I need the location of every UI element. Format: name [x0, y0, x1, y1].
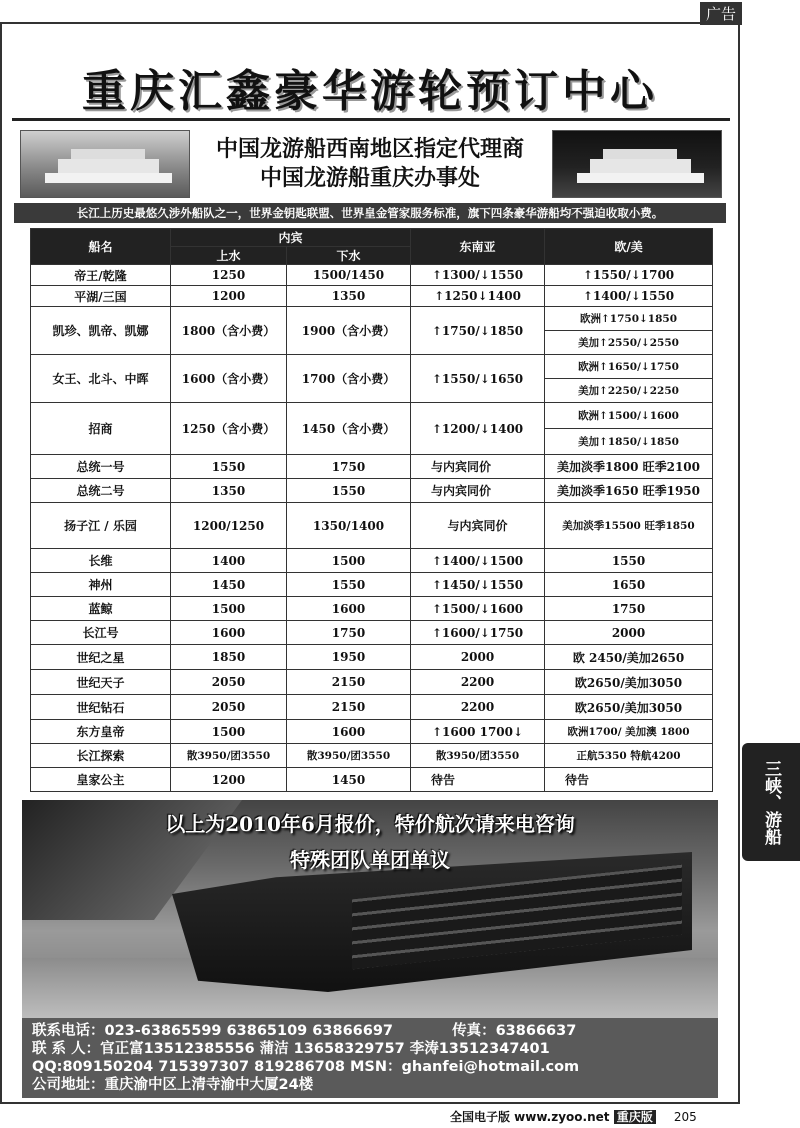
price-eu: 欧 2450/美加2650	[545, 645, 713, 670]
ship-name: 东方皇帝	[31, 720, 171, 744]
price-table	[30, 228, 713, 792]
price-sea: ↑1450/↓1550	[411, 573, 545, 597]
table-row	[31, 403, 713, 429]
price-sea: ↑1300/↓1550	[411, 265, 545, 286]
header-downstream: 下水	[287, 247, 411, 265]
price-up: 1600	[171, 621, 287, 645]
price-eu: 欧洲1700/ 美加澳 1800	[545, 720, 713, 744]
price-down: 1750	[287, 455, 411, 479]
price-down: 1600	[287, 597, 411, 621]
footer-edition: 重庆版	[614, 1110, 656, 1124]
price-eu-america: 美加↑1850/↓1850	[545, 429, 713, 455]
price-eu: 1550	[545, 549, 713, 573]
ship-name: 帝王/乾隆	[31, 265, 171, 286]
ship-name: 平湖/三国	[31, 286, 171, 307]
table-row	[31, 695, 713, 720]
ship-name: 蓝鲸	[31, 597, 171, 621]
price-up: 2050	[171, 670, 287, 695]
contact-box	[22, 1018, 718, 1098]
price-sea: ↑1200/↓1400	[411, 403, 545, 455]
group-note: 特殊团队单团单议	[290, 848, 450, 872]
price-down: 2150	[287, 670, 411, 695]
cruise-ship-photo-left	[20, 130, 190, 198]
price-down: 1550	[287, 479, 411, 503]
price-down: 散3950/团3550	[287, 744, 411, 768]
price-eu: 欧2650/美加3050	[545, 695, 713, 720]
section-side-tab: 三峡、游船	[742, 743, 800, 861]
price-eu: 美加淡季1800 旺季2100	[545, 455, 713, 479]
ship-name: 扬子江 / 乐园	[31, 503, 171, 549]
price-sea: 与内宾同价	[411, 503, 545, 549]
price-eu: 欧2650/美加3050	[545, 670, 713, 695]
footer-site: 全国电子版 www.zyoo.net	[450, 1110, 610, 1124]
title-divider	[12, 118, 730, 121]
table-row	[31, 597, 713, 621]
price-down: 1700（含小费）	[287, 355, 411, 403]
header-southeast-asia: 东南亚	[411, 229, 545, 265]
price-eu: 待告	[545, 768, 713, 792]
price-down: 1900（含小费）	[287, 307, 411, 355]
price-sea: 2000	[411, 645, 545, 670]
table-row	[31, 455, 713, 479]
table-row	[31, 573, 713, 597]
ship-name: 世纪天子	[31, 670, 171, 695]
price-up: 1350	[171, 479, 287, 503]
ship-name: 皇家公主	[31, 768, 171, 792]
page-footer	[450, 1108, 697, 1125]
price-eu-europe: 欧洲↑1650/↓1750	[545, 355, 713, 379]
contact-address: 公司地址：重庆渝中区上清寺渝中大厦24楼	[32, 1077, 314, 1093]
price-up: 1550	[171, 455, 287, 479]
price-down: 1750	[287, 621, 411, 645]
ship-name: 世纪钻石	[31, 695, 171, 720]
ship-name: 总统一号	[31, 455, 171, 479]
price-eu-europe: 欧洲↑1500/↓1600	[545, 403, 713, 429]
price-eu: ↑1550/↓1700	[545, 265, 713, 286]
ship-name: 神州	[31, 573, 171, 597]
price-up: 1500	[171, 597, 287, 621]
price-down: 2150	[287, 695, 411, 720]
ship-name: 女王、北斗、中晖	[31, 355, 171, 403]
ad-tag: 广告	[700, 2, 742, 25]
price-sea: 2200	[411, 695, 545, 720]
price-down: 1950	[287, 645, 411, 670]
contact-people: 联 系 人：官正富13512385556 蒲洁 13658329757 李涛13512347401	[32, 1041, 550, 1057]
cruise-ship-photo-right	[552, 130, 722, 198]
contact-phone: 联系电话：023-63865599 63865109 63866697	[32, 1023, 394, 1039]
price-up: 1250	[171, 265, 287, 286]
table-row	[31, 670, 713, 695]
table-row	[31, 503, 713, 549]
table-row	[31, 744, 713, 768]
ship-name: 世纪之星	[31, 645, 171, 670]
price-date-note: 以上为2010年6月报价，特价航次请来电咨询	[165, 812, 575, 836]
price-up: 1200/1250	[171, 503, 287, 549]
price-up: 1600（含小费）	[171, 355, 287, 403]
price-sea: ↑1600 1700↓	[411, 720, 545, 744]
ship-name: 总统二号	[31, 479, 171, 503]
agent-line-2: 中国龙游船重庆办事处	[259, 165, 480, 191]
price-down: 1450（含小费）	[287, 403, 411, 455]
dragon-boat-photo	[22, 800, 718, 1018]
main-title: 重庆汇鑫豪华游轮预订中心	[82, 66, 658, 117]
price-eu-america: 美加↑2550/↓2550	[545, 331, 713, 355]
price-up: 散3950/团3550	[171, 744, 287, 768]
price-down: 1450	[287, 768, 411, 792]
table-row	[31, 621, 713, 645]
header-europe-america: 欧/美	[545, 229, 713, 265]
price-sea: 2200	[411, 670, 545, 695]
contact-qq: QQ:809150204 715397307 819286708 MSN：ghanfei@hotmail.com	[32, 1059, 580, 1075]
header-upstream: 上水	[171, 247, 287, 265]
ship-name: 凯珍、凯帝、凯娜	[31, 307, 171, 355]
price-down: 1600	[287, 720, 411, 744]
table-row	[31, 549, 713, 573]
ship-name: 招商	[31, 403, 171, 455]
price-up: 1450	[171, 573, 287, 597]
price-down: 1500/1450	[287, 265, 411, 286]
price-eu-europe: 欧洲↑1750↓1850	[545, 307, 713, 331]
intro-banner: 长江上历史最悠久涉外船队之一，世界金钥匙联盟、世界皇金管家服务标准，旗下四条豪华游船均不强迫收取小费。	[14, 203, 726, 223]
price-down: 1350/1400	[287, 503, 411, 549]
contact-phone-row	[32, 1022, 708, 1040]
price-eu: 美加淡季1650 旺季1950	[545, 479, 713, 503]
ship-name: 长江探索	[31, 744, 171, 768]
price-eu: ↑1400/↓1550	[545, 286, 713, 307]
price-up: 1800（含小费）	[171, 307, 287, 355]
table-row	[31, 307, 713, 331]
header-ship: 船名	[31, 229, 171, 265]
price-sea: 与内宾同价	[411, 479, 545, 503]
price-up: 1200	[171, 286, 287, 307]
price-sea: ↑1550/↓1650	[411, 355, 545, 403]
price-sea: ↑1500/↓1600	[411, 597, 545, 621]
price-sea: 与内宾同价	[411, 455, 545, 479]
price-down: 1500	[287, 549, 411, 573]
price-eu-america: 美加↑2250/↓2250	[545, 379, 713, 403]
price-sea: ↑1400/↓1500	[411, 549, 545, 573]
price-eu: 1750	[545, 597, 713, 621]
header-domestic: 内宾	[171, 229, 411, 247]
ship-name: 长江号	[31, 621, 171, 645]
price-up: 1200	[171, 768, 287, 792]
price-sea: ↑1600/↓1750	[411, 621, 545, 645]
contact-fax: 传真：63866637	[452, 1023, 577, 1039]
price-up: 1400	[171, 549, 287, 573]
ship-name: 长维	[31, 549, 171, 573]
agent-line-1: 中国龙游船西南地区指定代理商	[215, 136, 524, 162]
price-sea: 待告	[411, 768, 545, 792]
price-up: 2050	[171, 695, 287, 720]
price-sea: 散3950/团3550	[411, 744, 545, 768]
price-eu: 美加淡季15500 旺季1850	[545, 503, 713, 549]
price-eu: 正航5350 特航4200	[545, 744, 713, 768]
price-sea: ↑1750/↓1850	[411, 307, 545, 355]
price-eu: 2000	[545, 621, 713, 645]
table-row	[31, 286, 713, 307]
price-sea: ↑1250↓1400	[411, 286, 545, 307]
price-up: 1250（含小费）	[171, 403, 287, 455]
table-row	[31, 645, 713, 670]
table-row	[31, 768, 713, 792]
price-down: 1350	[287, 286, 411, 307]
price-eu: 1650	[545, 573, 713, 597]
price-up: 1850	[171, 645, 287, 670]
table-row	[31, 265, 713, 286]
table-row	[31, 720, 713, 744]
page-number: 205	[673, 1110, 697, 1124]
price-up: 1500	[171, 720, 287, 744]
table-row	[31, 479, 713, 503]
price-down: 1550	[287, 573, 411, 597]
table-row	[31, 355, 713, 379]
